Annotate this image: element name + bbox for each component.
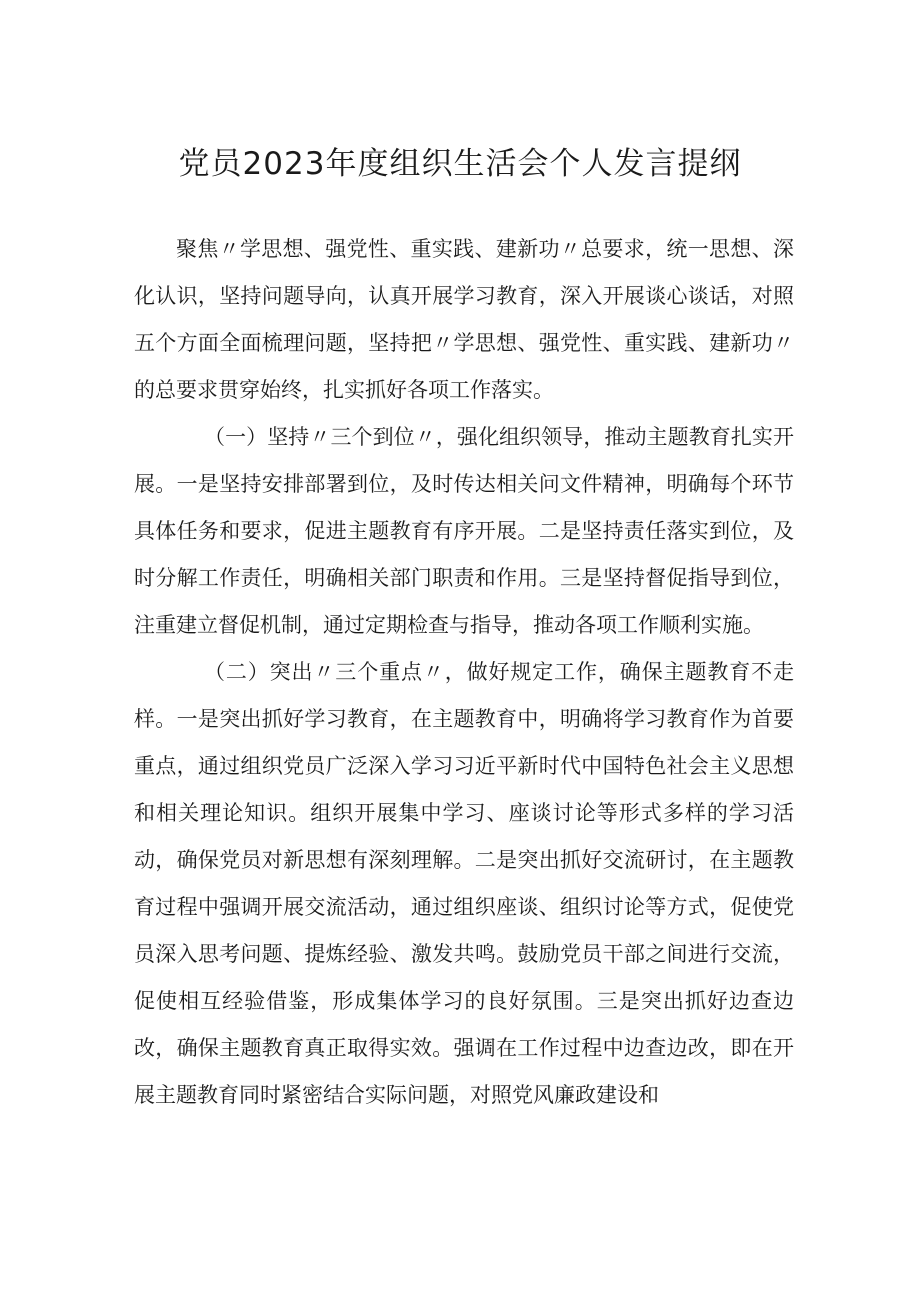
section-one-paragraph: （一）坚持〃三个到位〃，强化组织领导，推动主题教育扎实开展。一是坚持安排部署到位，及时传达相关问文件精神，明确每个环节具体任务和要求，促进主题教育有序开展。二是坚持责任落实到位，及时分解工作责任，明确相关部门职责和作用。三是坚持督促指导到位，注重建立督促机制，通过定期检查与指导，推动各项工作顺利实施。 bbox=[134, 425, 794, 637]
document-title: 党员2023年度组织生活会个人发言提纲 bbox=[178, 146, 742, 182]
intro-paragraph: 聚焦〃学思想、强党性、重实践、建新功〃总要求，统一思想、深化认识，坚持问题导向，认真开展学习教育，深入开展谈心谈话，对照五个方面全面梳理问题，坚持把〃学思想、强党性、重实践、建新功〃的总要求贯穿始终，扎实抓好各项工作落实。 bbox=[134, 237, 794, 402]
document-body bbox=[134, 226, 794, 1119]
section-two-paragraph: （二）突出〃三个重点〃，做好规定工作，确保主题教育不走样。一是突出抓好学习教育，在主题教育中，明确将学习教育作为首要重点，通过组织党员广泛深入学习习近平新时代中国特色社会主义思想和相关理论知识。组织开展集中学习、座谈讨论等形式多样的学习活动，确保党员对新思想有深刻理解。二是突出抓好交流研讨，在主题教育过程中强调开展交流活动，通过组织座谈、组织讨论等方式，促使党员深入思考问题、提炼经验、激发共鸣。鼓励党员干部之间进行交流，促使相互经验借鉴，形成集体学习的良好氛围。三是突出抓好边查边改，确保主题教育真正取得实效。强调在工作过程中边查边改，即在开展主题教育同时紧密结合实际问题，对照党风廉政建设和 bbox=[134, 660, 794, 1107]
